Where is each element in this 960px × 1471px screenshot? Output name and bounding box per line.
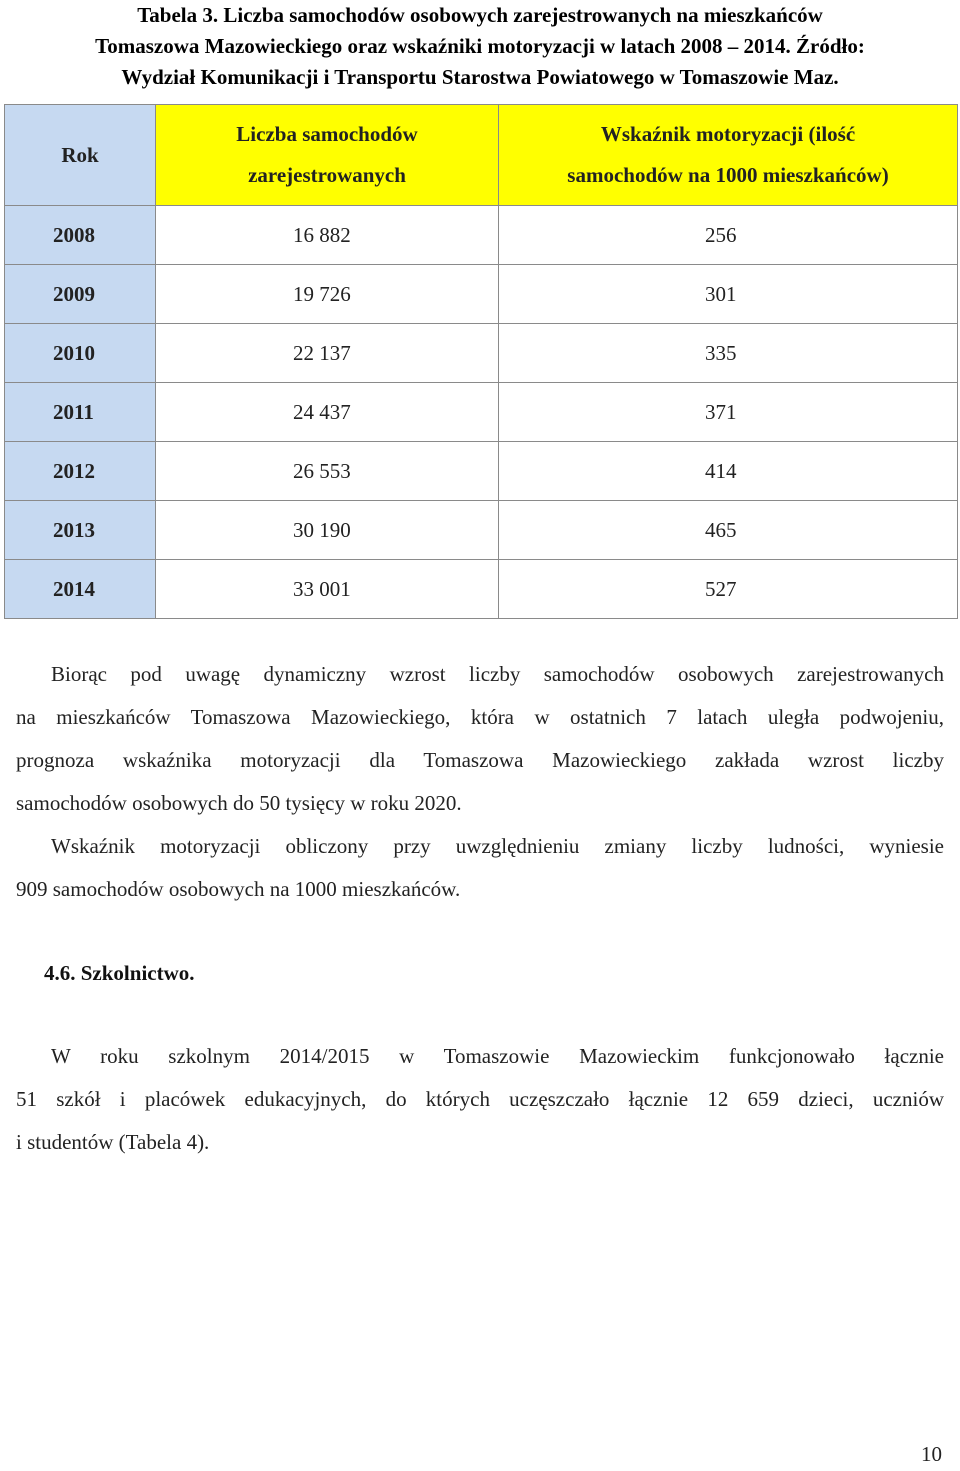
count-cell: 16 882 (156, 206, 499, 265)
table-header-row (5, 105, 958, 206)
year-cell: 2011 (5, 383, 156, 442)
ratio-cell: 335 (499, 324, 958, 383)
paragraph-line: W roku szkolnym 2014/2015 w Tomaszowie Mazowieckim funkcjonowało łącznie (51, 1044, 944, 1068)
paragraph-line: prognoza wskaźnika motoryzacji dla Tomaszowa Mazowieckiego zakłada wzrost liczby (16, 748, 944, 772)
ratio-cell: 527 (499, 560, 958, 619)
education-paragraph (16, 1035, 944, 1164)
table-row (5, 560, 958, 619)
header-registered-count: Liczba samochodów zarejestrowanych (156, 105, 499, 206)
count-cell: 26 553 (156, 442, 499, 501)
count-cell: 33 001 (156, 560, 499, 619)
ratio-cell: 465 (499, 501, 958, 560)
year-cell: 2013 (5, 501, 156, 560)
caption-line: Tabela 3. Liczba samochodów osobowych zarejestrowanych na mieszkańców (137, 3, 823, 27)
table-row (5, 442, 958, 501)
year-cell: 2010 (5, 324, 156, 383)
ratio-cell: 301 (499, 265, 958, 324)
ratio-cell: 414 (499, 442, 958, 501)
count-cell: 30 190 (156, 501, 499, 560)
year-cell: 2009 (5, 265, 156, 324)
ratio-cell: 256 (499, 206, 958, 265)
paragraph-line: Biorąc pod uwagę dynamiczny wzrost liczby samochodów osobowych zarejestrowanych (51, 662, 944, 686)
paragraph-line: samochodów osobowych do 50 tysięcy w roku 2020. (16, 791, 462, 815)
table-row (5, 324, 958, 383)
paragraph-line: 51 szkół i placówek edukacyjnych, do których uczęszczało łącznie 12 659 dzieci, uczniów (16, 1087, 944, 1111)
table-row (5, 501, 958, 560)
year-cell: 2008 (5, 206, 156, 265)
page-number: 10 (921, 1442, 942, 1466)
paragraph-line: na mieszkańców Tomaszowa Mazowieckiego, która w ostatnich 7 latach uległa podwojeniu, (16, 705, 944, 729)
caption-line: Wydział Komunikacji i Transportu Starostwa Powiatowego w Tomaszowie Maz. (121, 65, 839, 89)
motorization-rate-paragraph (16, 825, 944, 911)
year-cell: 2014 (5, 560, 156, 619)
paragraph-line: Wskaźnik motoryzacji obliczony przy uwzględnieniu zmiany liczby ludności, wyniesie (51, 834, 944, 858)
count-cell: 19 726 (156, 265, 499, 324)
count-cell: 24 437 (156, 383, 499, 442)
ratio-cell: 371 (499, 383, 958, 442)
table-row (5, 265, 958, 324)
count-cell: 22 137 (156, 324, 499, 383)
year-cell: 2012 (5, 442, 156, 501)
table-row (5, 206, 958, 265)
caption-line: Tomaszowa Mazowieckiego oraz wskaźniki motoryzacji w latach 2008 – 2014. Źródło: (95, 34, 865, 58)
header-motorization-rate: Wskaźnik motoryzacji (ilość samochodów na 1000 mieszkańców) (499, 105, 958, 206)
section-heading: 4.6. Szkolnictwo. (44, 961, 195, 985)
paragraph-line: i studentów (Tabela 4). (16, 1130, 210, 1154)
table-row (5, 383, 958, 442)
header-year: Rok (5, 105, 156, 206)
table-caption (20, 0, 940, 93)
vehicle-registration-table (4, 104, 958, 619)
paragraph-line: 909 samochodów osobowych na 1000 mieszkańców. (16, 877, 461, 901)
motorization-forecast-paragraph (16, 653, 944, 825)
